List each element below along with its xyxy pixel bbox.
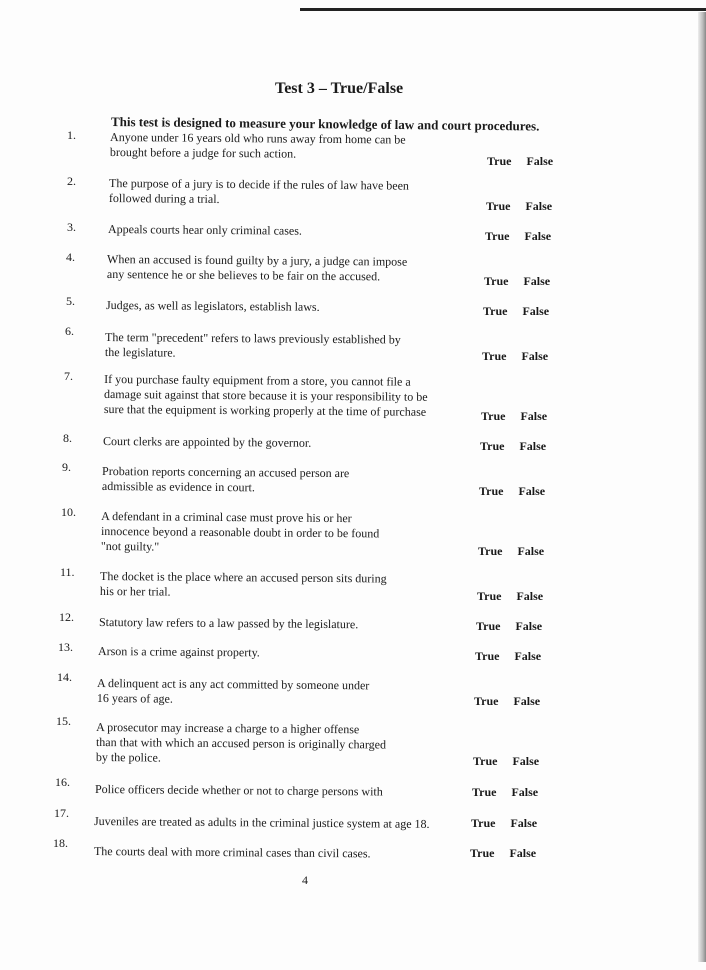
true-false-options <box>483 304 549 319</box>
question-line: The docket is the place where an accused person sits during <box>100 569 387 586</box>
question-line: his or her trial. <box>99 584 171 599</box>
option-false[interactable]: False <box>519 439 547 453</box>
question-line: brought before a judge for such action. <box>109 145 297 161</box>
question-text <box>102 464 350 496</box>
option-true[interactable]: True <box>484 274 509 288</box>
true-false-options <box>486 199 552 214</box>
true-false-options <box>476 619 542 634</box>
option-false[interactable]: False <box>515 619 543 633</box>
question-number: 7. <box>64 369 73 383</box>
question-number: 4. <box>66 250 75 264</box>
option-true[interactable]: True <box>482 349 507 363</box>
question-number: 8. <box>63 431 72 445</box>
question-number: 16. <box>55 775 70 789</box>
question-text <box>94 814 430 832</box>
question-text <box>97 676 370 708</box>
option-true[interactable]: True <box>474 694 499 708</box>
question-line: than that with which an accused person is originally charged <box>95 735 387 752</box>
question-number: 14. <box>57 670 72 684</box>
question-text <box>104 372 428 420</box>
option-true[interactable]: True <box>480 439 505 453</box>
option-false[interactable]: False <box>522 304 550 318</box>
option-false[interactable]: False <box>509 846 537 860</box>
question-text <box>94 844 371 861</box>
question-line: The term "precedent" refers to laws previously established by <box>105 330 401 347</box>
page-title: Test 3 – True/False <box>275 80 404 97</box>
option-false[interactable]: False <box>516 589 544 603</box>
question-line: followed during a trial. <box>108 191 220 206</box>
true-false-options <box>473 754 539 769</box>
question-line: If you purchase faulty equipment from a store, you cannot file a <box>104 372 411 389</box>
question-number: 3. <box>67 220 76 234</box>
question-line: A delinquent act is any act committed by someone under <box>97 676 370 693</box>
option-true[interactable]: True <box>471 816 496 830</box>
question-line: When an accused is found guilty by a jury, a judge can impose <box>107 252 408 269</box>
question-line: "not guilty." <box>100 538 160 554</box>
option-false[interactable]: False <box>517 544 545 558</box>
option-true[interactable]: True <box>486 199 511 213</box>
option-false[interactable]: False <box>524 229 552 243</box>
question-line: sure that the equipment is working properly at the time of purchase <box>103 401 427 419</box>
option-true[interactable]: True <box>485 229 510 243</box>
question-line: Judges, as well as legislators, establish laws. <box>105 298 320 314</box>
question-line: Statutory law refers to a law passed by the legislature. <box>98 615 359 632</box>
true-false-options <box>485 229 551 244</box>
question-number: 5. <box>66 294 75 308</box>
page-number: 4 <box>302 873 308 887</box>
true-false-options <box>478 544 544 559</box>
question-line: Probation reports concerning an accused person are <box>102 464 350 481</box>
option-true[interactable]: True <box>481 409 506 423</box>
option-false[interactable]: False <box>526 154 554 168</box>
question-line: The courts deal with more criminal cases than civil cases. <box>93 844 371 861</box>
question-text <box>107 252 407 285</box>
question-number: 18. <box>53 836 68 850</box>
question-text <box>108 222 302 239</box>
question-number: 10. <box>61 505 76 519</box>
question-line: 16 years of age. <box>96 691 173 706</box>
question-line: Arson is a crime against property. <box>97 644 260 660</box>
question-line: Anyone under 16 years old who runs away from home can be <box>110 130 406 147</box>
option-false[interactable]: False <box>511 785 539 799</box>
true-false-options <box>484 274 550 289</box>
true-false-options <box>487 154 553 169</box>
true-false-options <box>481 409 547 424</box>
option-false[interactable]: False <box>513 694 541 708</box>
option-true[interactable]: True <box>470 846 495 860</box>
true-false-options <box>479 484 545 499</box>
option-true[interactable]: True <box>483 304 508 318</box>
true-false-options <box>475 649 541 664</box>
option-true[interactable]: True <box>473 754 498 768</box>
question-number: 15. <box>56 714 71 728</box>
true-false-options <box>471 816 537 831</box>
question-number: 12. <box>59 610 74 624</box>
option-true[interactable]: True <box>472 785 497 799</box>
option-false[interactable]: False <box>521 349 549 363</box>
question-line: damage suit against that store because it is your responsibility to be <box>103 387 428 404</box>
question-number: 2. <box>67 174 76 188</box>
question-text <box>99 615 358 632</box>
question-text <box>100 569 387 601</box>
true-false-options <box>472 785 538 800</box>
question-line: Appeals courts hear only criminal cases. <box>107 222 302 238</box>
question-number: 1. <box>67 128 76 142</box>
question-line: A defendant in a criminal case must prove his or her <box>101 509 352 526</box>
true-false-options <box>482 349 548 364</box>
question-line: any sentence he or she believes to be fair on the accused. <box>106 267 381 284</box>
question-line: admissible as evidence in court. <box>101 479 255 495</box>
option-false[interactable]: False <box>512 754 540 768</box>
option-false[interactable]: False <box>518 484 546 498</box>
question-line: Police officers decide whether or not to charge persons with <box>94 782 383 799</box>
question-number: 9. <box>62 460 71 474</box>
question-text <box>109 176 409 209</box>
true-false-options <box>480 439 546 454</box>
question-line: Juveniles are treated as adults in the criminal justice system at age 18. <box>93 814 430 831</box>
option-true[interactable]: True <box>478 544 503 558</box>
option-true[interactable]: True <box>476 619 501 633</box>
test-instructions: This test is designed to measure your knowledge of law and court procedures. <box>110 114 540 134</box>
scan-edge-line <box>300 8 706 11</box>
question-line: the legislature. <box>104 345 176 360</box>
question-line: innocence beyond a reasonable doubt in order to be found <box>100 524 380 541</box>
option-true[interactable]: True <box>479 484 504 498</box>
scan-edge-shadow <box>698 12 706 962</box>
option-false[interactable]: False <box>514 649 542 663</box>
question-text <box>96 720 386 768</box>
question-number: 11. <box>60 565 75 579</box>
question-text <box>101 509 380 556</box>
option-true[interactable]: True <box>475 649 500 663</box>
option-false[interactable]: False <box>510 816 538 830</box>
option-false[interactable]: False <box>520 409 548 423</box>
question-text <box>95 782 383 800</box>
question-line: Court clerks are appointed by the governor. <box>102 434 312 450</box>
question-text <box>105 330 401 363</box>
question-line: A prosecutor may increase a charge to a higher offense <box>96 720 360 737</box>
question-number: 13. <box>58 640 73 654</box>
true-false-options <box>470 846 536 861</box>
option-true[interactable]: True <box>477 589 502 603</box>
option-true[interactable]: True <box>487 154 512 168</box>
question-text <box>103 434 311 451</box>
question-line: The purpose of a jury is to decide if the rules of law have been <box>109 176 410 193</box>
option-false[interactable]: False <box>523 274 551 288</box>
question-text <box>110 130 406 163</box>
question-line: by the police. <box>95 749 161 765</box>
option-false[interactable]: False <box>525 199 553 213</box>
true-false-options <box>474 694 540 709</box>
question-text <box>98 644 260 660</box>
question-number: 6. <box>65 324 74 338</box>
question-text <box>106 298 320 315</box>
question-number: 17. <box>54 806 69 820</box>
true-false-options <box>477 589 543 604</box>
